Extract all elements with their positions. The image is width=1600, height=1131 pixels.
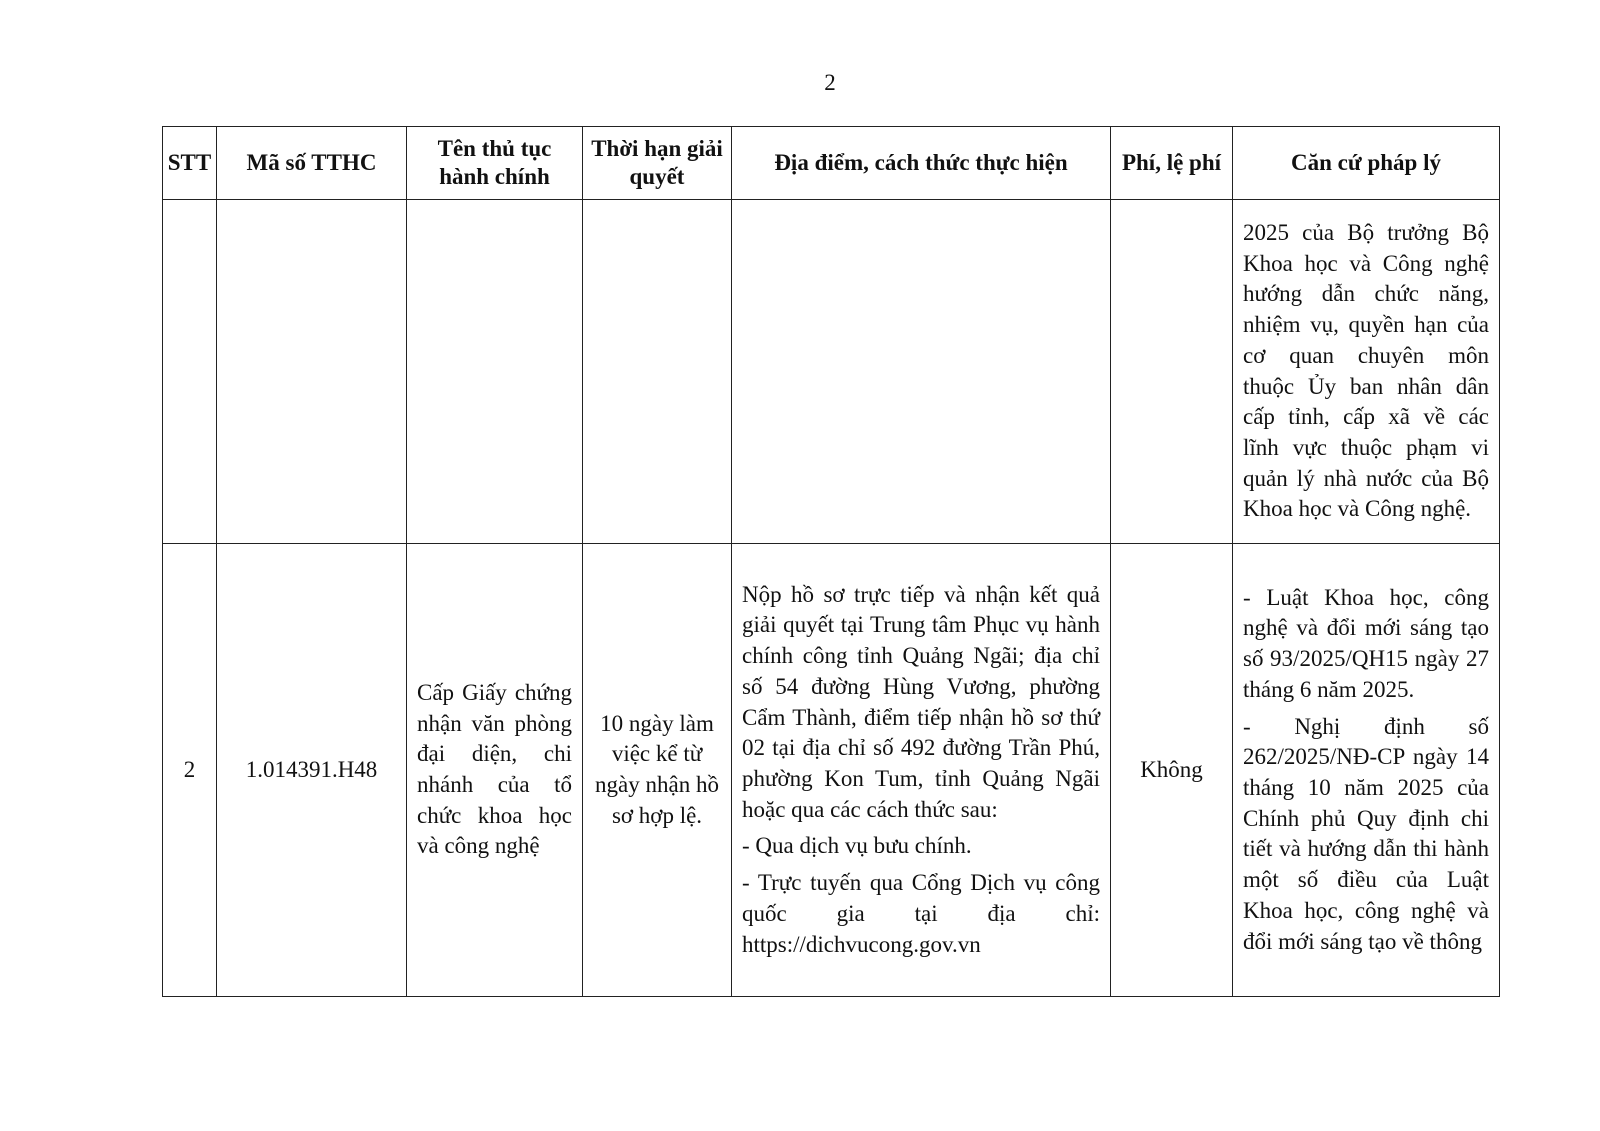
header-ten-thu-tuc: Tên thủ tục hành chính	[407, 127, 583, 200]
dia-diem-paragraph: - Qua dịch vụ bưu chính.	[742, 833, 972, 859]
header-dia-diem: Địa điểm, cách thức thực hiện	[732, 127, 1111, 200]
dia-diem-paragraph: Nộp hồ sơ trực tiếp và nhận kết quả giải quyết tại Trung tâm Phục vụ hành chính công tỉnh Quảng Ngãi; địa chỉ số 54 đường Hùng Vương, phường Cẩm Thành, điểm tiếp nhận hồ sơ thứ 02 tại địa chỉ số 492 đường Trần Phú, phường Kon Tum, tỉnh Quảng Ngãi hoặc qua các cách thức sau:	[742, 581, 1100, 822]
header-stt: STT	[163, 127, 217, 200]
header-can-cu: Căn cứ pháp lý	[1233, 127, 1500, 200]
cell-thoi-han: 10 ngày làm việc kể từ ngày nhận hồ sơ hợp lệ.	[583, 544, 732, 997]
header-ma-so: Mã số TTHC	[217, 127, 407, 200]
cell-empty	[163, 200, 217, 544]
can-cu-paragraph: - Nghị định số 262/2025/NĐ-CP ngày 14 tháng 10 năm 2025 của Chính phủ Quy định chi tiết và hướng dẫn thi hành một số điều của Luật Khoa học, công nghệ và đổi mới sáng tạo về thông	[1243, 713, 1489, 954]
cell-empty	[217, 200, 407, 544]
cell-ma-so: 1.014391.H48	[217, 544, 407, 997]
cell-empty	[1111, 200, 1233, 544]
cell-empty	[583, 200, 732, 544]
procedure-table	[162, 126, 1500, 997]
table-row	[163, 200, 1500, 544]
cell-empty	[732, 200, 1111, 544]
can-cu-paragraph: - Luật Khoa học, công nghệ và đổi mới sáng tạo số 93/2025/QH15 ngày 27 tháng 6 năm 2025.	[1243, 584, 1489, 702]
cell-dia-diem	[732, 544, 1111, 997]
header-thoi-han: Thời hạn giải quyết	[583, 127, 732, 200]
cell-empty	[407, 200, 583, 544]
cell-can-cu	[1233, 544, 1500, 997]
table-row	[163, 544, 1500, 997]
cell-can-cu-continued: 2025 của Bộ trưởng Bộ Khoa học và Công nghệ hướng dẫn chức năng, nhiệm vụ, quyền hạn của cơ quan chuyên môn thuộc Ủy ban nhân dân cấp tỉnh, cấp xã về các lĩnh vực thuộc phạm vi quản lý nhà nước của Bộ Khoa học và Công nghệ.	[1233, 200, 1500, 544]
table-header-row	[163, 127, 1500, 200]
cell-ten-thu-tuc: Cấp Giấy chứng nhận văn phòng đại diện, chi nhánh của tổ chức khoa học và công nghệ	[407, 544, 583, 997]
dia-diem-paragraph: - Trực tuyến qua Cổng Dịch vụ công quốc gia tại địa chỉ: https://dichvucong.gov.vn	[742, 870, 1100, 957]
cell-stt: 2	[163, 544, 217, 997]
header-phi-le-phi: Phí, lệ phí	[1111, 127, 1233, 200]
page-number: 2	[824, 70, 836, 95]
cell-phi-le-phi: Không	[1111, 544, 1233, 997]
